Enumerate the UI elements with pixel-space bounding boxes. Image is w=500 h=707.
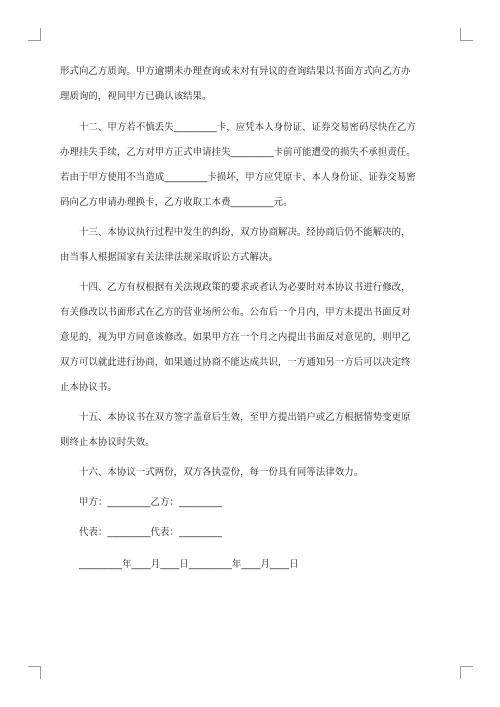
clause-15-line: 十五、本协议书在双方签字盖章后生效，至甲方提出销户或乙方根据情势变更原 <box>79 412 411 423</box>
crop-mark-bottom-left <box>28 666 41 679</box>
clause-16-line: 十六、本协议一式两份，双方各执壹份，每一份具有同等法律效力。 <box>79 467 364 478</box>
clause-14-line: 十四、乙方有权根据有关法规政策的要求或者认为必要时对本协议书进行修改， <box>79 282 411 293</box>
clause-14-line: 意见的，视为甲方同意该修改。如果甲方在一个月之内提出书面反对意见的，则甲乙 <box>60 332 411 343</box>
clause-15-line: 则终止本协议时失效。 <box>60 437 155 448</box>
clause-12-line: 若由于甲方使用不当造成_________卡损坏，甲方应凭原卡、本人身份证、证券交易密 <box>60 172 416 183</box>
signature-date-line: _________年____月____日_________年____月____日 <box>79 559 299 570</box>
signature-party-line: 甲方：_________乙方：_________ <box>79 497 223 508</box>
clause-14-line: 双方可以就此进行协商，如果通过协商不能达成共识，一方通知另一方后可以决定终 <box>60 357 411 368</box>
clause-14-line: 止本协议书。 <box>60 382 117 393</box>
crop-mark-bottom-right <box>460 666 473 679</box>
clause-13-line: 由当事人根据国家有关法律法规采取诉讼方式解决。 <box>60 252 278 263</box>
clause-14-line: 有关修改以书面形式在乙方的营业场所公布。公布后一个月内，甲方未提出书面反对 <box>60 307 411 318</box>
clause-13-line: 十三、本协议执行过程中发生的纠纷，双方协商解决。经协商后仍不能解决的， <box>79 227 411 238</box>
clause-12-line: 办理挂失手续，乙方对甲方正式申请挂失_________卡前可能遭受的损失不承担责任。 <box>60 147 416 158</box>
paragraph-line: 形式向乙方质询。甲方逾期未办理查询或未对有异议的查询结果以书面方式向乙方办 <box>60 66 411 77</box>
signature-representative-line: 代表：_________代表：_________ <box>79 527 223 538</box>
clause-12-line: 十二、甲方若不慎丢失_________卡，应凭本人身份证、证券交易密码尽快在乙方 <box>79 122 416 133</box>
crop-mark-top-right <box>460 28 473 41</box>
crop-mark-top-left <box>28 28 41 41</box>
paragraph-line: 理质询的，视同甲方已确认该结果。 <box>60 91 212 102</box>
clause-12-line: 码向乙方申请办理换卡，乙方收取工本费_________元。 <box>60 197 293 208</box>
